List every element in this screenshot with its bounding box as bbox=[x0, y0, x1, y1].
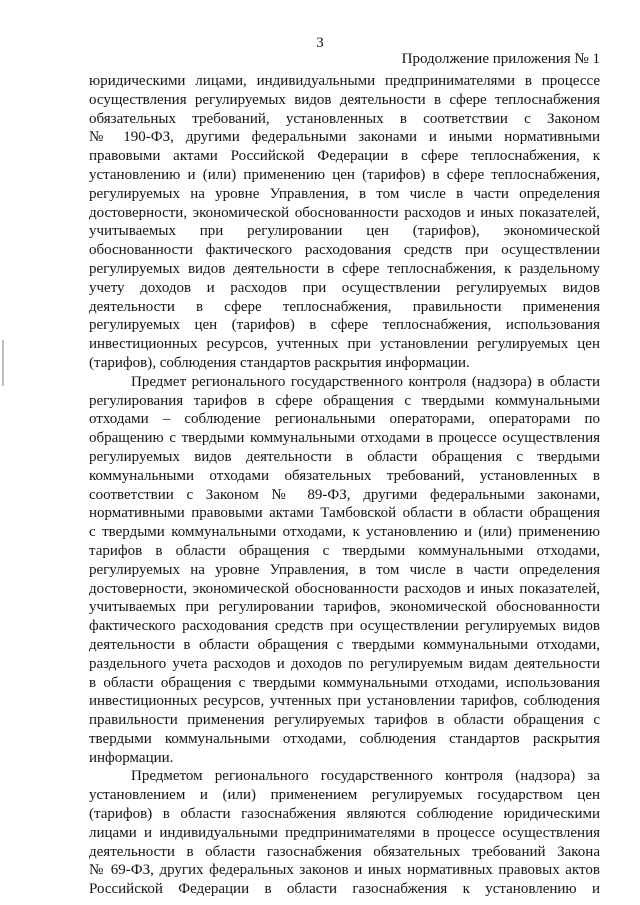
text-line: раздельного учета расходов и доходов по регулируемым видам деятельности bbox=[89, 655, 600, 672]
text-line: коммунальными отходами обязательных требований, установленных в bbox=[89, 467, 600, 484]
text-line: в области обращения с твердыми коммунальными отходами, использования bbox=[89, 674, 600, 691]
text-line: установлению и (или) применению цен (тарифов) в сфере теплоснабжения, bbox=[89, 166, 600, 183]
text-line: регулируемых на уровне Управления, в том числе в части определения bbox=[89, 185, 600, 202]
text-line: учитываемых при регулировании тарифов, экономической обоснованности bbox=[89, 599, 600, 616]
text-line: обращению с твердыми коммунальными отходами в процессе осуществления bbox=[89, 430, 600, 447]
text-line: фактического расходования средств при осуществлении регулируемых видов bbox=[89, 618, 600, 635]
text-line: учету доходов и расходов при осуществлении регулируемых видов bbox=[89, 279, 600, 296]
text-line: юридическими лицами, индивидуальными предпринимателями в процессе bbox=[89, 73, 600, 89]
text-line: тарифов в области обращения с твердыми коммунальными отходами, bbox=[89, 542, 600, 559]
text-line: регулируемых цен (тарифов) в сфере теплоснабжения, использования bbox=[89, 317, 600, 334]
paragraph bbox=[89, 767, 600, 899]
text-line: достоверности, экономической обоснованности расходов и иных показателей, bbox=[89, 204, 600, 221]
text-line: инвестиционных ресурсов, учтенных при установлении регулируемых цен bbox=[89, 336, 600, 353]
text-line: (тарифов), соблюдения стандартов раскрытия информации. bbox=[89, 354, 470, 371]
text-line: лицами и индивидуальными предпринимателями в процессе осуществления bbox=[89, 824, 600, 841]
text-line: осуществления регулируемых видов деятельности в сфере теплоснабжения bbox=[89, 91, 600, 108]
text-line: достоверности, экономической обоснованности расходов и иных показателей, bbox=[89, 580, 600, 597]
text-line: правильности применения регулируемых тарифов в области обращения с bbox=[89, 712, 600, 729]
appendix-continuation-label: Продолжение приложения № 1 bbox=[401, 51, 600, 67]
text-line: (тарифов) в области газоснабжения являются соблюдение юридическими bbox=[89, 806, 600, 823]
text-line: деятельности в области обращения с твердыми коммунальными отходами, bbox=[89, 636, 600, 653]
text-line: Предмет регионального государственного контроля (надзора) в области bbox=[131, 373, 600, 390]
text-line: информации. bbox=[89, 749, 174, 766]
text-line: правовыми актами Российской Федерации в сфере теплоснабжения, к bbox=[89, 148, 600, 165]
text-line: регулируемых видов деятельности в области обращения с твердыми bbox=[89, 448, 600, 465]
text-line: деятельности в сфере теплоснабжения, правильности применения bbox=[89, 298, 600, 315]
paragraph bbox=[89, 373, 600, 768]
text-line: регулирования тарифов в сфере обращения с твердыми коммунальными bbox=[89, 392, 600, 409]
text-line: обязательных требований, установленных в соответствии с Законом bbox=[89, 110, 600, 127]
page-number: 3 bbox=[316, 35, 324, 51]
text-line: Предметом регионального государственного контроля (надзора) за bbox=[131, 768, 600, 785]
text-line: № 69-ФЗ, других федеральных законов и иных нормативных правовых актов bbox=[89, 862, 600, 879]
text-line: установлением и (или) применением регулируемых государством цен bbox=[89, 787, 600, 804]
text-line: отходами – соблюдение региональными операторами, операторами по bbox=[89, 411, 600, 428]
text-line: Российской Федерации в области газоснабжения к установлению и bbox=[89, 881, 600, 898]
text-line: соответствии с Законом № 89-ФЗ, другими федеральными законами, bbox=[89, 486, 600, 503]
document-body bbox=[89, 72, 600, 899]
text-line: регулируемых видов деятельности в сфере теплоснабжения, к раздельному bbox=[89, 260, 600, 277]
text-line: учитываемых при регулировании цен (тарифов), экономической bbox=[89, 223, 600, 240]
text-line: деятельности в области газоснабжения обязательных требований Закона bbox=[89, 843, 600, 860]
text-line: с твердыми коммунальными отходами, к установлению и (или) применению bbox=[89, 524, 600, 541]
text-line: № 190-ФЗ, другими федеральными законами и иными нормативными bbox=[89, 129, 600, 146]
text-line: нормативными правовыми актами Тамбовской области в области обращения bbox=[89, 505, 600, 522]
text-line: твердыми коммунальными отходами, соблюдения стандартов раскрытия bbox=[89, 730, 600, 747]
text-line: инвестиционных ресурсов, учтенных при установлении тарифов, соблюдения bbox=[89, 693, 600, 710]
text-line: обоснованности фактического расходования средств при осуществлении bbox=[89, 242, 600, 259]
text-line: регулируемых на уровне Управления, в том числе в части определения bbox=[89, 561, 600, 578]
paragraph bbox=[89, 72, 600, 373]
margin-scan-mark bbox=[2, 340, 4, 386]
